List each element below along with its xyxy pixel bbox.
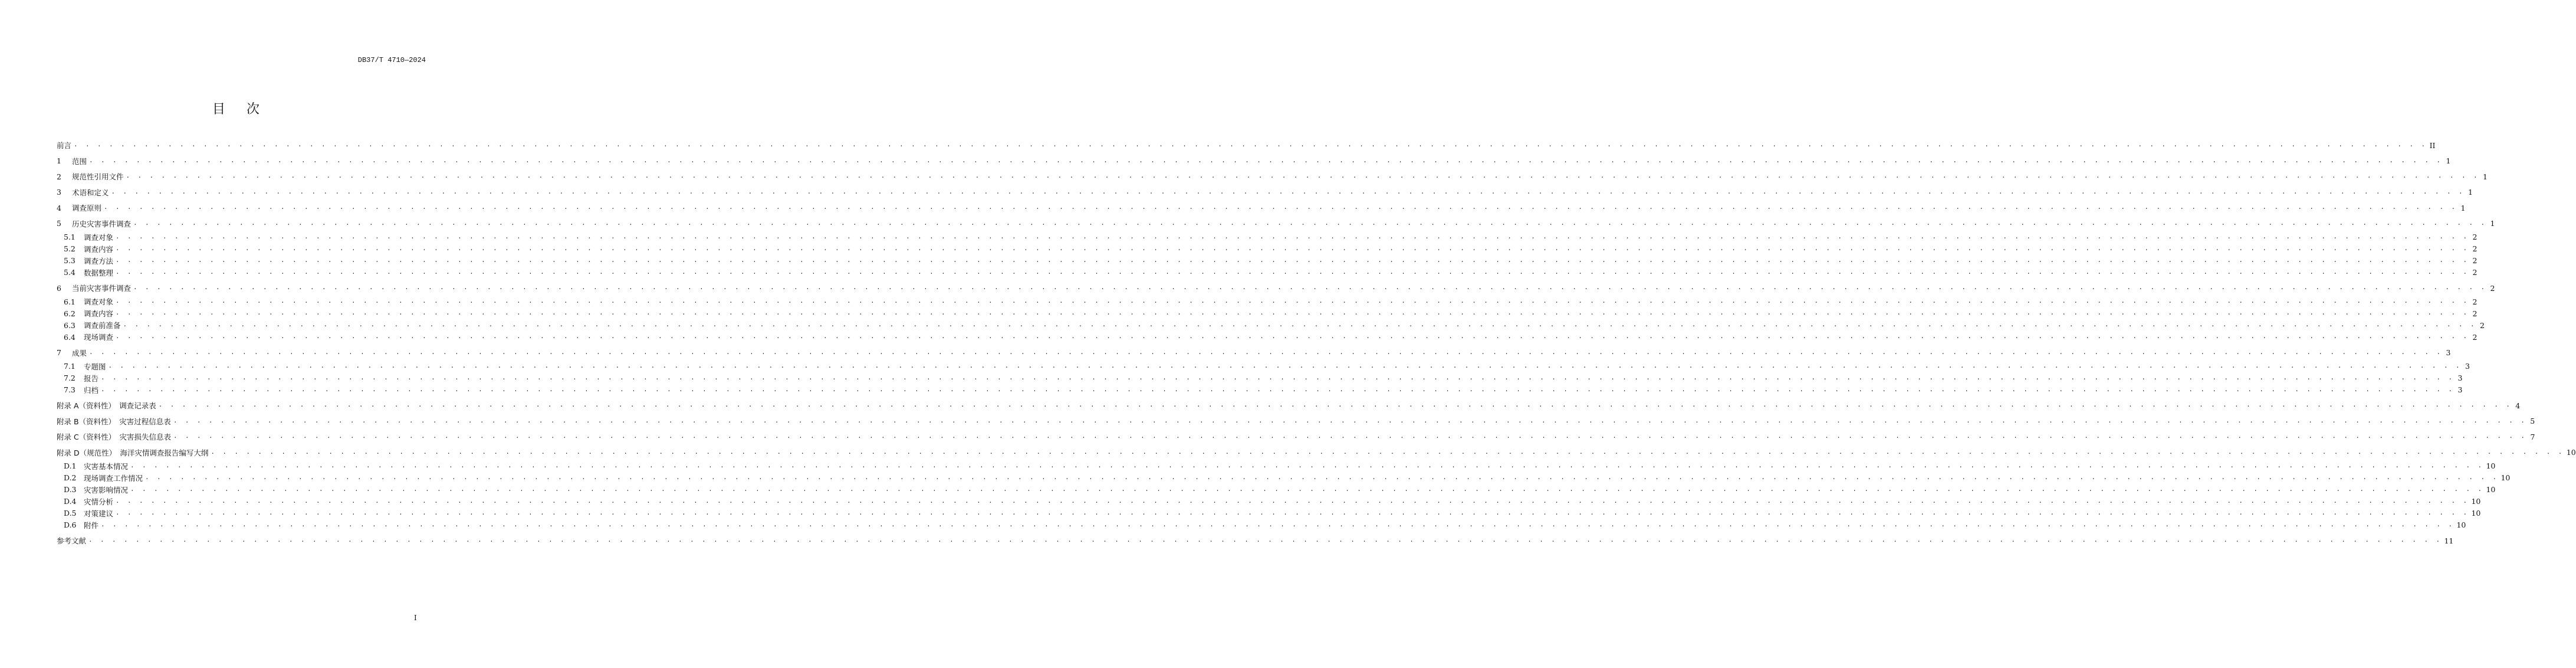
toc-entry-page: 1 — [2446, 156, 2451, 165]
dot-leader: . . . . . . . . . . . . . . . . . . . . . . . . . . . . . . . . . . . . . . . . . . . . . . . . . . . . . . . . . . . . . . . . . . . . . . . . . . . . . . . . . . . . . . . . . . . . . . . . . . . . . . . . . . . . . . . . . . . . . . . . . . . . . . . . . . . . . . . . . . . . . . . . . . . . . . . . . . . . . . . . . . . . . . . . . . . . . . . . . . . . . . . . . . . . . . . . . . . . . . . . — [158, 402, 2512, 409]
toc-entry[interactable] — [57, 484, 2496, 496]
toc-entry-number: 5 — [57, 219, 61, 228]
toc-entry-number: 3 — [57, 188, 61, 197]
toc-entry-label: 调查方法 — [84, 256, 114, 266]
toc-entry-label: 对策建议 — [84, 509, 114, 518]
dot-leader: . . . . . . . . . . . . . . . . . . . . . . . . . . . . . . . . . . . . . . . . . . . . . . . . . . . . . . . . . . . . . . . . . . . . . . . . . . . . . . . . . . . . . . . . . . . . . . . . . . . . . . . . . . . . . . . . . . . . . . . . . . . . . . . . . . . . . . . . . . . . . . . . . . . . . . . . . . . . . . . . . . . . . . . . . . . . . . . . . . . . . . . . . . . . . . . . . . . . . . . . — [89, 157, 2443, 165]
toc-entry[interactable] — [57, 186, 2473, 198]
toc-entry-label: 灾害影响情况 — [84, 485, 129, 495]
toc-entry-label: 参考文献 — [57, 536, 87, 545]
toc-entry-page: 10 — [2486, 485, 2496, 494]
toc-entry-page: 3 — [2457, 385, 2463, 394]
toc-entry-label: 前言 — [57, 141, 72, 150]
dot-leader: . . . . . . . . . . . . . . . . . . . . . . . . . . . . . . . . . . . . . . . . . . . . . . . . . . . . . . . . . . . . . . . . . . . . . . . . . . . . . . . . . . . . . . . . . . . . . . . . . . . . . . . . . . . . . . . . . . . . . . . . . . . . . . . . . . . . . . . . . . . . . . . . . . . . . . . . . . . . . . . . . . . . . . . . . . . . . . . . . . . . . . . . . . . . . . . . . . . . . . . . — [111, 188, 2465, 196]
toc-entry-page: 2 — [2472, 332, 2478, 342]
toc-entry-page: 1 — [2490, 219, 2495, 228]
toc-entry-number: 4 — [57, 203, 61, 212]
toc-entry[interactable] — [57, 372, 2463, 384]
dot-leader: . . . . . . . . . . . . . . . . . . . . . . . . . . . . . . . . . . . . . . . . . . . . . . . . . . . . . . . . . . . . . . . . . . . . . . . . . . . . . . . . . . . . . . . . . . . . . . . . . . . . . . . . . . . . . . . . . . . . . . . . . . . . . . . . . . . . . . . . . . . . . . . . . . . . . . . . . . . . . . . . . . . . . . . . . . . . . . . . . . . . . . . . . . . . . . . . . . . . . . . . — [116, 245, 2469, 253]
toc-entry-label: 灾情分析 — [84, 497, 114, 506]
toc-entry-number: D.2 — [64, 473, 77, 482]
dot-leader: . . . . . . . . . . . . . . . . . . . . . . . . . . . . . . . . . . . . . . . . . . . . . . . . . . . . . . . . . . . . . . . . . . . . . . . . . . . . . . . . . . . . . . . . . . . . . . . . . . . . . . . . . . . . . . . . . . . . . . . . . . . . . . . . . . . . . . . . . . . . . . . . . . . . . . . . . . . . . . . . . . . . . . . . . . . . . . . . . . . . . . . . . . . . . . . . . . . . . . . . — [126, 173, 2479, 180]
page-number: I — [414, 614, 417, 622]
dot-leader: . . . . . . . . . . . . . . . . . . . . . . . . . . . . . . . . . . . . . . . . . . . . . . . . . . . . . . . . . . . . . . . . . . . . . . . . . . . . . . . . . . . . . . . . . . . . . . . . . . . . . . . . . . . . . . . . . . . . . . . . . . . . . . . . . . . . . . . . . . . . . . . . . . . . . . . . . . . . . . . . . . . . . . . . . . . . . . . . . . . . . . . . . . . . . . . . . . . . . . . . — [130, 462, 2484, 470]
toc-entry-number: 5.2 — [64, 244, 75, 253]
dot-leader: . . . . . . . . . . . . . . . . . . . . . . . . . . . . . . . . . . . . . . . . . . . . . . . . . . . . . . . . . . . . . . . . . . . . . . . . . . . . . . . . . . . . . . . . . . . . . . . . . . . . . . . . . . . . . . . . . . . . . . . . . . . . . . . . . . . . . . . . . . . . . . . . . . . . . . . . . . . . . . . . . . . . . . . . . . . . . . . . . . . . . . . . . . . . . . . . . . . . . . . . — [89, 349, 2443, 356]
toc-entry-label: 调查对象 — [84, 233, 114, 242]
toc-entry-page: 2 — [2472, 233, 2478, 241]
toc-entry-page: 2 — [2480, 320, 2485, 330]
toc-entry[interactable] — [57, 507, 2481, 519]
toc-entry-number: 1 — [57, 156, 61, 165]
toc-entry-number: 6 — [57, 283, 61, 293]
toc-entry-label: 现场调查工作情况 — [84, 473, 143, 483]
toc-entry-page: 2 — [2472, 309, 2478, 318]
toc-entry-number: 6.3 — [64, 320, 75, 330]
toc-entry[interactable] — [57, 319, 2485, 331]
toc-entry-number: 7 — [57, 348, 61, 357]
dot-leader: . . . . . . . . . . . . . . . . . . . . . . . . . . . . . . . . . . . . . . . . . . . . . . . . . . . . . . . . . . . . . . . . . . . . . . . . . . . . . . . . . . . . . . . . . . . . . . . . . . . . . . . . . . . . . . . . . . . . . . . . . . . . . . . . . . . . . . . . . . . . . . . . . . . . . . . . . . . . . . . . . . . . . . . . . . . . . . . . . . . . . . . . . . . . . . . . . . . . . . . . — [101, 374, 2455, 382]
toc-entry-label: 历史灾害事件调查 — [72, 219, 132, 228]
toc-entry-page: 2 — [2472, 256, 2478, 265]
dot-leader: . . . . . . . . . . . . . . . . . . . . . . . . . . . . . . . . . . . . . . . . . . . . . . . . . . . . . . . . . . . . . . . . . . . . . . . . . . . . . . . . . . . . . . . . . . . . . . . . . . . . . . . . . . . . . . . . . . . . . . . . . . . . . . . . . . . . . . . . . . . . . . . . . . . . . . . . . . . . . . . . . . . . . . . . . . . . . . . . . . . . . . . . . . . . . . . . . . . . . . . . — [133, 284, 2487, 292]
toc-entry-page: 10 — [2456, 520, 2466, 529]
toc-entry-page: 10 — [2486, 461, 2496, 470]
toc-entry[interactable] — [57, 231, 2478, 243]
dot-leader: . . . . . . . . . . . . . . . . . . . . . . . . . . . . . . . . . . . . . . . . . . . . . . . . . . . . . . . . . . . . . . . . . . . . . . . . . . . . . . . . . . . . . . . . . . . . . . . . . . . . . . . . . . . . . . . . . . . . . . . . . . . . . . . . . . . . . . . . . . . . . . . . . . . . . . . . . . . . . . . . . . . . . . . . . . . . . . . . . . . . . . . . . . . . . . . . . . . . . . . . — [116, 233, 2469, 241]
toc-entry[interactable] — [57, 331, 2478, 343]
toc-entry-page: 1 — [2468, 188, 2473, 197]
toc-entry[interactable] — [57, 296, 2478, 307]
dot-leader: . . . . . . . . . . . . . . . . . . . . . . . . . . . . . . . . . . . . . . . . . . . . . . . . . . . . . . . . . . . . . . . . . . . . . . . . . . . . . . . . . . . . . . . . . . . . . . . . . . . . . . . . . . . . . . . . . . . . . . . . . . . . . . . . . . . . . . . . . . . . . . . . . . . . . . . . . . . . . . . . . . . . . . . . . . . . . . . . . . . . . . . . . . . . . . . . . . . . . . . . — [116, 298, 2469, 305]
toc-entry[interactable] — [57, 155, 2451, 167]
dot-leader: . . . . . . . . . . . . . . . . . . . . . . . . . . . . . . . . . . . . . . . . . . . . . . . . . . . . . . . . . . . . . . . . . . . . . . . . . . . . . . . . . . . . . . . . . . . . . . . . . . . . . . . . . . . . . . . . . . . . . . . . . . . . . . . . . . . . . . . . . . . . . . . . . . . . . . . . . . . . . . . . . . . . . . . . . . . . . . . . . . . . . . . . . . . . . . . . . . . . . . . . — [74, 142, 2427, 149]
toc-entry-page: 4 — [2515, 401, 2521, 410]
toc-entry-label: 数据整理 — [84, 268, 114, 277]
toc-entry-label: 成果 — [72, 348, 87, 358]
toc-entry-label: 附录 A（资料性） 调查记录表 — [57, 401, 156, 410]
dot-leader: . . . . . . . . . . . . . . . . . . . . . . . . . . . . . . . . . . . . . . . . . . . . . . . . . . . . . . . . . . . . . . . . . . . . . . . . . . . . . . . . . . . . . . . . . . . . . . . . . . . . . . . . . . . . . . . . . . . . . . . . . . . . . . . . . . . . . . . . . . . . . . . . . . . . . . . . . . . . . . . . . . . . . . . . . . . . . . . . . . . . . . . . . . . . . . . . . . . . . . . . — [116, 257, 2469, 264]
toc-entry-page: II — [2429, 140, 2436, 150]
dot-leader: . . . . . . . . . . . . . . . . . . . . . . . . . . . . . . . . . . . . . . . . . . . . . . . . . . . . . . . . . . . . . . . . . . . . . . . . . . . . . . . . . . . . . . . . . . . . . . . . . . . . . . . . . . . . . . . . . . . . . . . . . . . . . . . . . . . . . . . . . . . . . . . . . . . . . . . . . . . . . . . . . . . . . . . . . . . . . . . . . . . . . . . . . . . . . . . . . . . . . . . . — [101, 521, 2455, 529]
toc-entry-number: D.4 — [64, 497, 77, 506]
toc-entry-label: 调查前准备 — [84, 321, 121, 330]
toc-entry[interactable] — [57, 347, 2451, 359]
dot-leader: . . . . . . . . . . . . . . . . . . . . . . . . . . . . . . . . . . . . . . . . . . . . . . . . . . . . . . . . . . . . . . . . . . . . . . . . . . . . . . . . . . . . . . . . . . . . . . . . . . . . . . . . . . . . . . . . . . . . . . . . . . . . . . . . . . . . . . . . . . . . . . . . . . . . . . . . . . . . . . . . . . . . . . . . . . . . . . . . . . . . . . . . . . . . . . . . . . . . . . . . — [116, 497, 2469, 505]
toc-entry-number: 6.4 — [64, 332, 75, 342]
document-standard-number: DB37/T 4710—2024 — [357, 56, 426, 64]
table-of-contents — [57, 139, 2576, 546]
dot-leader: . . . . . . . . . . . . . . . . . . . . . . . . . . . . . . . . . . . . . . . . . . . . . . . . . . . . . . . . . . . . . . . . . . . . . . . . . . . . . . . . . . . . . . . . . . . . . . . . . . . . . . . . . . . . . . . . . . . . . . . . . . . . . . . . . . . . . . . . . . . . . . . . . . . . . . . . . . . . . . . . . . . . . . . . . . . . . . . . . . . . . . . . . . . . . . . . . . . . . . . . — [116, 333, 2469, 340]
toc-entry-page: 3 — [2446, 348, 2451, 357]
toc-entry-label: 附录 B（资料性） 灾害过程信息表 — [57, 417, 171, 426]
toc-entry-label: 规范性引用文件 — [72, 172, 124, 181]
toc-entry-page: 10 — [2471, 497, 2481, 506]
toc-entry[interactable] — [57, 361, 2470, 372]
toc-entry[interactable] — [57, 535, 2454, 546]
toc-entry[interactable] — [57, 447, 2576, 459]
toc-entry-number: D.3 — [64, 485, 77, 494]
toc-entry[interactable] — [57, 243, 2478, 255]
toc-entry-label: 范围 — [72, 156, 87, 166]
toc-entry-label: 调查内容 — [84, 309, 114, 318]
toc-entry-label: 术语和定义 — [72, 188, 109, 197]
toc-entry[interactable] — [57, 218, 2495, 230]
toc-entry[interactable] — [57, 384, 2463, 396]
toc-entry[interactable] — [57, 307, 2478, 319]
dot-leader: . . . . . . . . . . . . . . . . . . . . . . . . . . . . . . . . . . . . . . . . . . . . . . . . . . . . . . . . . . . . . . . . . . . . . . . . . . . . . . . . . . . . . . . . . . . . . . . . . . . . . . . . . . . . . . . . . . . . . . . . . . . . . . . . . . . . . . . . . . . . . . . . . . . . . . . . . . . . . . . . . . . . . . . . . . . . . . . . . . . . . . . . . . . . . . . . . . . . . . . . — [173, 417, 2527, 425]
toc-entry-number: D.6 — [64, 520, 77, 529]
toc-entry-number: 6.2 — [64, 309, 75, 318]
toc-entry-number: 7.3 — [64, 385, 75, 394]
toc-entry[interactable] — [57, 171, 2488, 182]
dot-leader: . . . . . . . . . . . . . . . . . . . . . . . . . . . . . . . . . . . . . . . . . . . . . . . . . . . . . . . . . . . . . . . . . . . . . . . . . . . . . . . . . . . . . . . . . . . . . . . . . . . . . . . . . . . . . . . . . . . . . . . . . . . . . . . . . . . . . . . . . . . . . . . . . . . . . . . . . . . . . . . . . . . . . . . . . . . . . . . . . . . . . . . . . . . . . . . . . . . . . . . . — [173, 433, 2527, 440]
toc-entry-page: 2 — [2490, 283, 2495, 293]
toc-entry-page: 3 — [2465, 362, 2470, 371]
toc-entry-label: 调查内容 — [84, 244, 114, 254]
toc-entry-label: 报告 — [84, 374, 99, 383]
page-title: 目次 — [212, 102, 281, 117]
toc-entry-page: 1 — [2483, 172, 2488, 181]
toc-entry-page: 5 — [2530, 417, 2535, 425]
toc-entry[interactable] — [57, 415, 2535, 427]
toc-entry[interactable] — [57, 519, 2466, 531]
toc-entry-label: 灾害基本情况 — [84, 461, 129, 471]
dot-leader: . . . . . . . . . . . . . . . . . . . . . . . . . . . . . . . . . . . . . . . . . . . . . . . . . . . . . . . . . . . . . . . . . . . . . . . . . . . . . . . . . . . . . . . . . . . . . . . . . . . . . . . . . . . . . . . . . . . . . . . . . . . . . . . . . . . . . . . . . . . . . . . . . . . . . . . . . . . . . . . . . . . . . . . . . . . . . . . . . . . . . . . . . . . . . . . . . . . . . . . . — [116, 268, 2469, 276]
toc-entry[interactable] — [57, 431, 2535, 443]
dot-leader: . . . . . . . . . . . . . . . . . . . . . . . . . . . . . . . . . . . . . . . . . . . . . . . . . . . . . . . . . . . . . . . . . . . . . . . . . . . . . . . . . . . . . . . . . . . . . . . . . . . . . . . . . . . . . . . . . . . . . . . . . . . . . . . . . . . . . . . . . . . . . . . . . . . . . . . . . . . . . . . . . . . . . . . . . . . . . . . . . . . . . . . . . . . . . . . . . . . . . . . . — [123, 322, 2476, 329]
toc-entry-number: 5.4 — [64, 268, 75, 277]
toc-entry-number: 7.1 — [64, 362, 75, 371]
toc-entry-number: D.1 — [64, 461, 77, 470]
toc-entry[interactable] — [57, 400, 2521, 411]
toc-entry[interactable] — [57, 255, 2478, 267]
toc-entry-page: 7 — [2530, 432, 2535, 441]
toc-entry-page: 1 — [2460, 203, 2466, 212]
toc-entry-page: 2 — [2472, 297, 2478, 306]
toc-entry-label: 现场调查 — [84, 333, 114, 342]
toc-entry-number: 5.1 — [64, 233, 75, 241]
toc-entry-number: 7.2 — [64, 374, 75, 382]
toc-entry-label: 归档 — [84, 385, 99, 395]
toc-entry[interactable] — [57, 282, 2495, 294]
dot-leader: . . . . . . . . . . . . . . . . . . . . . . . . . . . . . . . . . . . . . . . . . . . . . . . . . . . . . . . . . . . . . . . . . . . . . . . . . . . . . . . . . . . . . . . . . . . . . . . . . . . . . . . . . . . . . . . . . . . . . . . . . . . . . . . . . . . . . . . . . . . . . . . . . . . . . . . . . . . . . . . . . . . . . . . . . . . . . . . . . . . . . . . . . . . . . . . . . . . . . . . . — [104, 204, 2457, 211]
toc-entry-label: 附录 C（资料性） 灾害损失信息表 — [57, 433, 171, 441]
toc-entry-page: 2 — [2472, 268, 2478, 277]
toc-entry[interactable] — [57, 496, 2481, 507]
dot-leader: . . . . . . . . . . . . . . . . . . . . . . . . . . . . . . . . . . . . . . . . . . . . . . . . . . . . . . . . . . . . . . . . . . . . . . . . . . . . . . . . . . . . . . . . . . . . . . . . . . . . . . . . . . . . . . . . . . . . . . . . . . . . . . . . . . . . . . . . . . . . . . . . . . . . . . . . . . . . . . . . . . . . . . . . . . . . . . . . . . . . . . . . . . . . . . . . . . . . . . . . — [130, 486, 2484, 493]
toc-entry-page: 2 — [2472, 244, 2478, 253]
toc-entry-label: 调查原则 — [72, 204, 102, 212]
dot-leader: . . . . . . . . . . . . . . . . . . . . . . . . . . . . . . . . . . . . . . . . . . . . . . . . . . . . . . . . . . . . . . . . . . . . . . . . . . . . . . . . . . . . . . . . . . . . . . . . . . . . . . . . . . . . . . . . . . . . . . . . . . . . . . . . . . . . . . . . . . . . . . . . . . . . . . . . . . . . . . . . . . . . . . . . . . . . . . . . . . . . . . . . . . . . . . . . . . . . . . . . — [108, 362, 2462, 370]
toc-entry-number: 2 — [57, 172, 61, 181]
toc-entry-page: 11 — [2444, 536, 2454, 545]
toc-entry-page: 10 — [2501, 473, 2511, 482]
dot-leader: . . . . . . . . . . . . . . . . . . . . . . . . . . . . . . . . . . . . . . . . . . . . . . . . . . . . . . . . . . . . . . . . . . . . . . . . . . . . . . . . . . . . . . . . . . . . . . . . . . . . . . . . . . . . . . . . . . . . . . . . . . . . . . . . . . . . . . . . . . . . . . . . . . . . . . . . . . . . . . . . . . . . . . . . . . . . . . . . . . . . . . . . . . . . . . . . . . . . . . . . — [145, 474, 2499, 482]
toc-entry[interactable] — [57, 460, 2496, 472]
toc-entry-label: 当前灾害事件调查 — [72, 284, 132, 293]
dot-leader: . . . . . . . . . . . . . . . . . . . . . . . . . . . . . . . . . . . . . . . . . . . . . . . . . . . . . . . . . . . . . . . . . . . . . . . . . . . . . . . . . . . . . . . . . . . . . . . . . . . . . . . . . . . . . . . . . . . . . . . . . . . . . . . . . . . . . . . . . . . . . . . . . . . . . . . . . . . . . . . . . . . . . . . . . . . . . . . . . . . . . . . . . . . . . . . . . . . . . . . . — [101, 386, 2455, 394]
toc-entry-label: 附件 — [84, 520, 99, 530]
toc-entry-label: 专题图 — [84, 362, 106, 371]
dot-leader: . . . . . . . . . . . . . . . . . . . . . . . . . . . . . . . . . . . . . . . . . . . . . . . . . . . . . . . . . . . . . . . . . . . . . . . . . . . . . . . . . . . . . . . . . . . . . . . . . . . . . . . . . . . . . . . . . . . . . . . . . . . . . . . . . . . . . . . . . . . . . . . . . . . . . . . . . . . . . . . . . . . . . . . . . . . . . . . . . . . . . . . . . . . . . . . . . . . . . . . . — [116, 310, 2469, 317]
toc-entry[interactable] — [57, 472, 2511, 484]
dot-leader: . . . . . . . . . . . . . . . . . . . . . . . . . . . . . . . . . . . . . . . . . . . . . . . . . . . . . . . . . . . . . . . . . . . . . . . . . . . . . . . . . . . . . . . . . . . . . . . . . . . . . . . . . . . . . . . . . . . . . . . . . . . . . . . . . . . . . . . . . . . . . . . . . . . . . . . . . . . . . . . . . . . . . . . . . . . . . . . . . . . . . . . . . . . . . . . . . . . . . . . . — [211, 448, 2564, 456]
dot-leader: . . . . . . . . . . . . . . . . . . . . . . . . . . . . . . . . . . . . . . . . . . . . . . . . . . . . . . . . . . . . . . . . . . . . . . . . . . . . . . . . . . . . . . . . . . . . . . . . . . . . . . . . . . . . . . . . . . . . . . . . . . . . . . . . . . . . . . . . . . . . . . . . . . . . . . . . . . . . . . . . . . . . . . . . . . . . . . . . . . . . . . . . . . . . . . . . . . . . . . . . — [88, 537, 2442, 544]
toc-entry-page: 10 — [2566, 448, 2576, 457]
toc-entry-number: 6.1 — [64, 297, 75, 306]
dot-leader: . . . . . . . . . . . . . . . . . . . . . . . . . . . . . . . . . . . . . . . . . . . . . . . . . . . . . . . . . . . . . . . . . . . . . . . . . . . . . . . . . . . . . . . . . . . . . . . . . . . . . . . . . . . . . . . . . . . . . . . . . . . . . . . . . . . . . . . . . . . . . . . . . . . . . . . . . . . . . . . . . . . . . . . . . . . . . . . . . . . . . . . . . . . . . . . . . . . . . . . . — [133, 220, 2487, 227]
toc-entry-label: 调查对象 — [84, 297, 114, 306]
toc-entry[interactable] — [57, 267, 2478, 279]
toc-entry-number: 5.3 — [64, 256, 75, 265]
toc-entry[interactable] — [57, 202, 2466, 214]
toc-entry-number: D.5 — [64, 509, 77, 518]
toc-entry-page: 10 — [2471, 509, 2481, 518]
toc-entry-page: 3 — [2457, 374, 2463, 382]
dot-leader: . . . . . . . . . . . . . . . . . . . . . . . . . . . . . . . . . . . . . . . . . . . . . . . . . . . . . . . . . . . . . . . . . . . . . . . . . . . . . . . . . . . . . . . . . . . . . . . . . . . . . . . . . . . . . . . . . . . . . . . . . . . . . . . . . . . . . . . . . . . . . . . . . . . . . . . . . . . . . . . . . . . . . . . . . . . . . . . . . . . . . . . . . . . . . . . . . . . . . . . . — [116, 509, 2469, 517]
toc-entry-label: 附录 D（规范性） 海洋灾情调查报告编写大纲 — [57, 448, 209, 457]
toc-entry[interactable] — [57, 139, 2436, 151]
